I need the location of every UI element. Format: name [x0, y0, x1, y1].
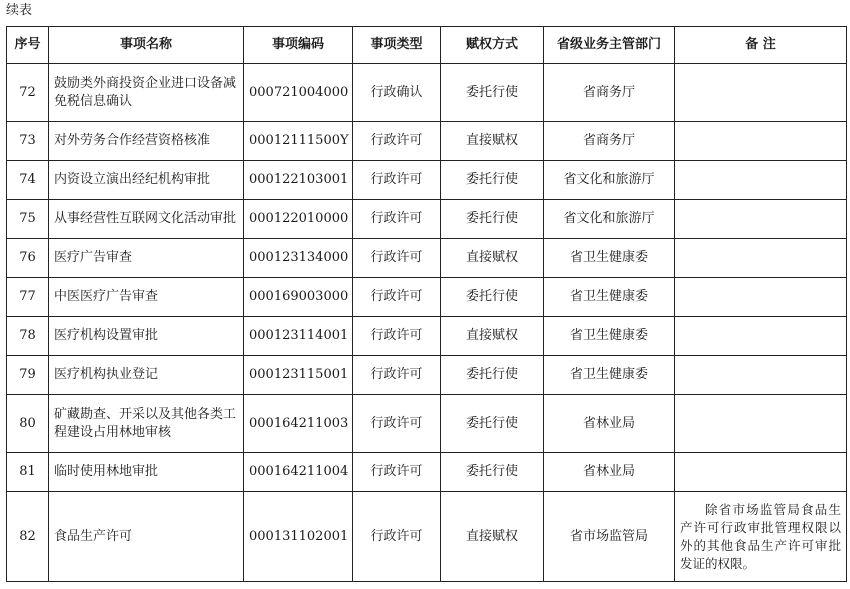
cell-code: 000169003000 — [244, 278, 353, 317]
cell-code: 000123134000 — [244, 239, 353, 278]
cell-no: 82 — [7, 492, 49, 582]
cell-name: 临时使用林地审批 — [49, 453, 244, 492]
cell-code: 000721004000 — [244, 64, 353, 122]
cell-dept: 省文化和旅游厅 — [544, 200, 675, 239]
cell-no: 77 — [7, 278, 49, 317]
table-row — [7, 122, 847, 161]
cell-no: 75 — [7, 200, 49, 239]
table-row — [7, 64, 847, 122]
cell-type: 行政许可 — [353, 492, 441, 582]
cell-note — [675, 239, 847, 278]
cell-note — [675, 200, 847, 239]
header-code: 事项编码 — [244, 27, 353, 64]
cell-method: 委托行使 — [441, 278, 544, 317]
cell-type: 行政确认 — [353, 64, 441, 122]
header-name: 事项名称 — [49, 27, 244, 64]
table-row — [7, 492, 847, 582]
cell-note — [675, 453, 847, 492]
cell-method: 委托行使 — [441, 356, 544, 395]
cell-no: 78 — [7, 317, 49, 356]
cell-type: 行政许可 — [353, 395, 441, 453]
cell-no: 80 — [7, 395, 49, 453]
cell-note — [675, 64, 847, 122]
cell-method: 直接赋权 — [441, 239, 544, 278]
table-row — [7, 453, 847, 492]
note-text: 除省市场监管局食品生产许可行政审批管理权限以外的其他食品生产许可审批发证的权限。 — [680, 501, 841, 571]
table-row — [7, 317, 847, 356]
cell-type: 行政许可 — [353, 278, 441, 317]
cell-dept: 省商务厅 — [544, 64, 675, 122]
cell-dept: 省卫生健康委 — [544, 278, 675, 317]
cell-name: 对外劳务合作经营资格核准 — [49, 122, 244, 161]
table-row — [7, 161, 847, 200]
cell-method: 直接赋权 — [441, 122, 544, 161]
cell-method: 直接赋权 — [441, 492, 544, 582]
header-type: 事项类型 — [353, 27, 441, 64]
cell-method: 委托行使 — [441, 200, 544, 239]
cell-dept: 省卫生健康委 — [544, 239, 675, 278]
cell-type: 行政许可 — [353, 317, 441, 356]
cell-no: 76 — [7, 239, 49, 278]
cell-name: 食品生产许可 — [49, 492, 244, 582]
cell-name: 从事经营性互联网文化活动审批 — [49, 200, 244, 239]
cell-code: 000122010000 — [244, 200, 353, 239]
cell-type: 行政许可 — [353, 161, 441, 200]
cell-name: 鼓励类外商投资企业进口设备减免税信息确认 — [49, 64, 244, 122]
cell-note — [675, 356, 847, 395]
cell-note — [675, 161, 847, 200]
cell-code: 000131102001 — [244, 492, 353, 582]
cell-name: 医疗机构设置审批 — [49, 317, 244, 356]
header-row — [7, 27, 847, 64]
table-row — [7, 278, 847, 317]
items-table — [6, 26, 847, 582]
cell-method: 委托行使 — [441, 453, 544, 492]
cell-type: 行政许可 — [353, 200, 441, 239]
header-note: 备 注 — [675, 27, 847, 64]
cell-no: 81 — [7, 453, 49, 492]
table-row — [7, 239, 847, 278]
cell-dept: 省商务厅 — [544, 122, 675, 161]
header-method: 赋权方式 — [441, 27, 544, 64]
table-row — [7, 395, 847, 453]
cell-code: 00012111500Y — [244, 122, 353, 161]
cell-note — [675, 492, 847, 582]
table-row — [7, 356, 847, 395]
cell-no: 73 — [7, 122, 49, 161]
header-dept: 省级业务主管部门 — [544, 27, 675, 64]
cell-type: 行政许可 — [353, 356, 441, 395]
cell-dept: 省卫生健康委 — [544, 317, 675, 356]
cell-type: 行政许可 — [353, 122, 441, 161]
cell-note — [675, 395, 847, 453]
cell-name: 矿藏勘查、开采以及其他各类工程建设占用林地审核 — [49, 395, 244, 453]
cell-no: 74 — [7, 161, 49, 200]
cell-dept: 省林业局 — [544, 453, 675, 492]
cell-name: 内资设立演出经纪机构审批 — [49, 161, 244, 200]
cell-code: 000164211003 — [244, 395, 353, 453]
cell-dept: 省文化和旅游厅 — [544, 161, 675, 200]
cell-type: 行政许可 — [353, 453, 441, 492]
cell-no: 79 — [7, 356, 49, 395]
cell-name: 医疗机构执业登记 — [49, 356, 244, 395]
table-row — [7, 200, 847, 239]
table-caption: 续表 — [6, 3, 33, 18]
cell-code: 000164211004 — [244, 453, 353, 492]
cell-no: 72 — [7, 64, 49, 122]
cell-method: 直接赋权 — [441, 317, 544, 356]
header-no: 序号 — [7, 27, 49, 64]
cell-note — [675, 317, 847, 356]
cell-name: 中医医疗广告审查 — [49, 278, 244, 317]
cell-dept: 省卫生健康委 — [544, 356, 675, 395]
cell-dept: 省林业局 — [544, 395, 675, 453]
cell-code: 000123114001 — [244, 317, 353, 356]
cell-name: 医疗广告审查 — [49, 239, 244, 278]
cell-code: 000123115001 — [244, 356, 353, 395]
cell-type: 行政许可 — [353, 239, 441, 278]
cell-note — [675, 122, 847, 161]
cell-code: 000122103001 — [244, 161, 353, 200]
cell-dept: 省市场监管局 — [544, 492, 675, 582]
cell-method: 委托行使 — [441, 395, 544, 453]
cell-method: 委托行使 — [441, 161, 544, 200]
cell-method: 委托行使 — [441, 64, 544, 122]
cell-note — [675, 278, 847, 317]
